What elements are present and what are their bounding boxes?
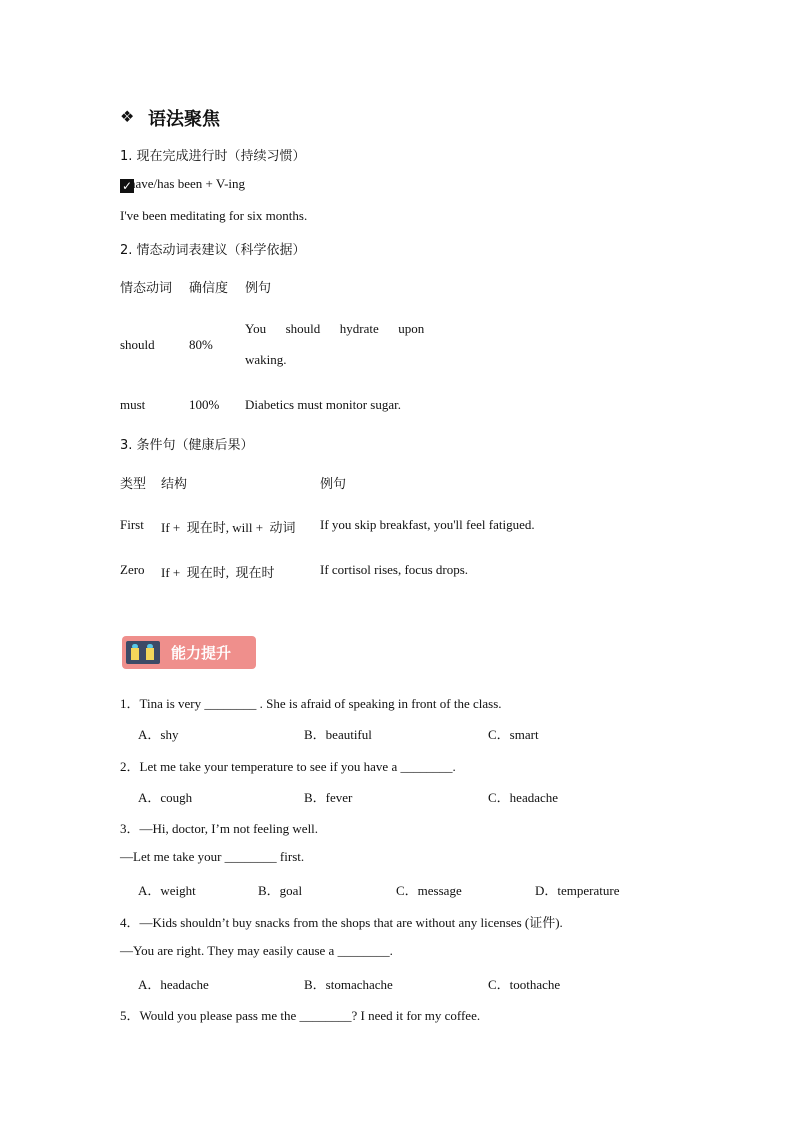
question-3-option: C．message: [396, 883, 462, 898]
section-badge: [122, 636, 256, 669]
question-1-option: B．beautiful: [304, 727, 372, 742]
table-cell: If you skip breakfast, you'll feel fatigued.: [320, 517, 535, 532]
table-cell: must: [120, 397, 146, 412]
question-1-stem: 1．Tina is very ________ . She is afraid of speaking in front of the class.: [120, 696, 502, 711]
table-cell: Zero: [120, 562, 145, 577]
table-header: 确信度: [189, 281, 229, 296]
question-3-stem: 3．—Hi, doctor, I’m not feeling well.: [120, 821, 319, 836]
question-3-option: B．goal: [258, 883, 303, 898]
question-1-option: C．smart: [488, 727, 539, 742]
table-header: 结构: [161, 477, 188, 492]
formula-text: have/has been + V-ing: [129, 176, 246, 191]
question-3-option: D．temperature: [535, 883, 620, 898]
question-2-stem: 2．Let me take your temperature to see if you have a ________.: [120, 759, 456, 774]
table-cell: First: [120, 517, 144, 532]
people-icon: [126, 641, 160, 664]
table-header: 例句: [320, 477, 347, 492]
table-cell: If cortisol rises, focus drops.: [320, 562, 469, 577]
table-cell: 80%: [189, 337, 213, 352]
grammar-section-3-title: 3. 条件句（健康后果）: [120, 438, 254, 453]
table-cell: should: [120, 337, 155, 352]
table-cell: Diabetics must monitor sugar.: [245, 397, 401, 412]
section-heading-grammar: 语法聚焦: [148, 109, 220, 130]
grammar-example-1: I've been meditating for six months.: [120, 208, 308, 223]
table-header: 情态动词: [120, 281, 173, 296]
table-cell: If + 现在时, will + 动词: [161, 520, 296, 535]
question-4-option: A．headache: [138, 977, 209, 992]
grammar-section-2-title: 2. 情态动词表建议（科学依据）: [120, 243, 306, 258]
table-header: 例句: [245, 281, 272, 296]
question-4-stem: 4．—Kids shouldn’t buy snacks from the shops that are without any licenses (证件).: [120, 915, 563, 930]
section-badge-label: 能力提升: [171, 644, 232, 662]
question-5-stem: 5．Would you please pass me the ________? I need it for my coffee.: [120, 1008, 481, 1023]
question-1-option: A．shy: [138, 727, 179, 742]
question-2-option: C．headache: [488, 790, 559, 805]
question-3-stem-line2: —Let me take your ________ first.: [120, 849, 305, 864]
table-cell: waking.: [245, 352, 287, 367]
question-4-option: B．stomachache: [304, 977, 393, 992]
table-header: 类型: [120, 477, 147, 492]
grammar-section-1-title: 1. 现在完成进行时（持续习惯）: [120, 149, 306, 164]
checkbox-icon: ✓: [121, 179, 133, 193]
question-2-option: B．fever: [304, 790, 353, 805]
question-4-option: C．toothache: [488, 977, 561, 992]
table-cell: You should hydrate upon: [245, 321, 425, 336]
table-cell: If + 现在时, 现在时: [161, 565, 275, 580]
diamond-icon: ❖: [120, 109, 135, 126]
question-2-option: A．cough: [138, 790, 193, 805]
grammar-formula: [120, 176, 245, 193]
question-3-option: A．weight: [138, 883, 196, 898]
table-cell: 100%: [189, 397, 220, 412]
question-4-stem-line2: —You are right. They may easily cause a ________.: [120, 943, 393, 958]
